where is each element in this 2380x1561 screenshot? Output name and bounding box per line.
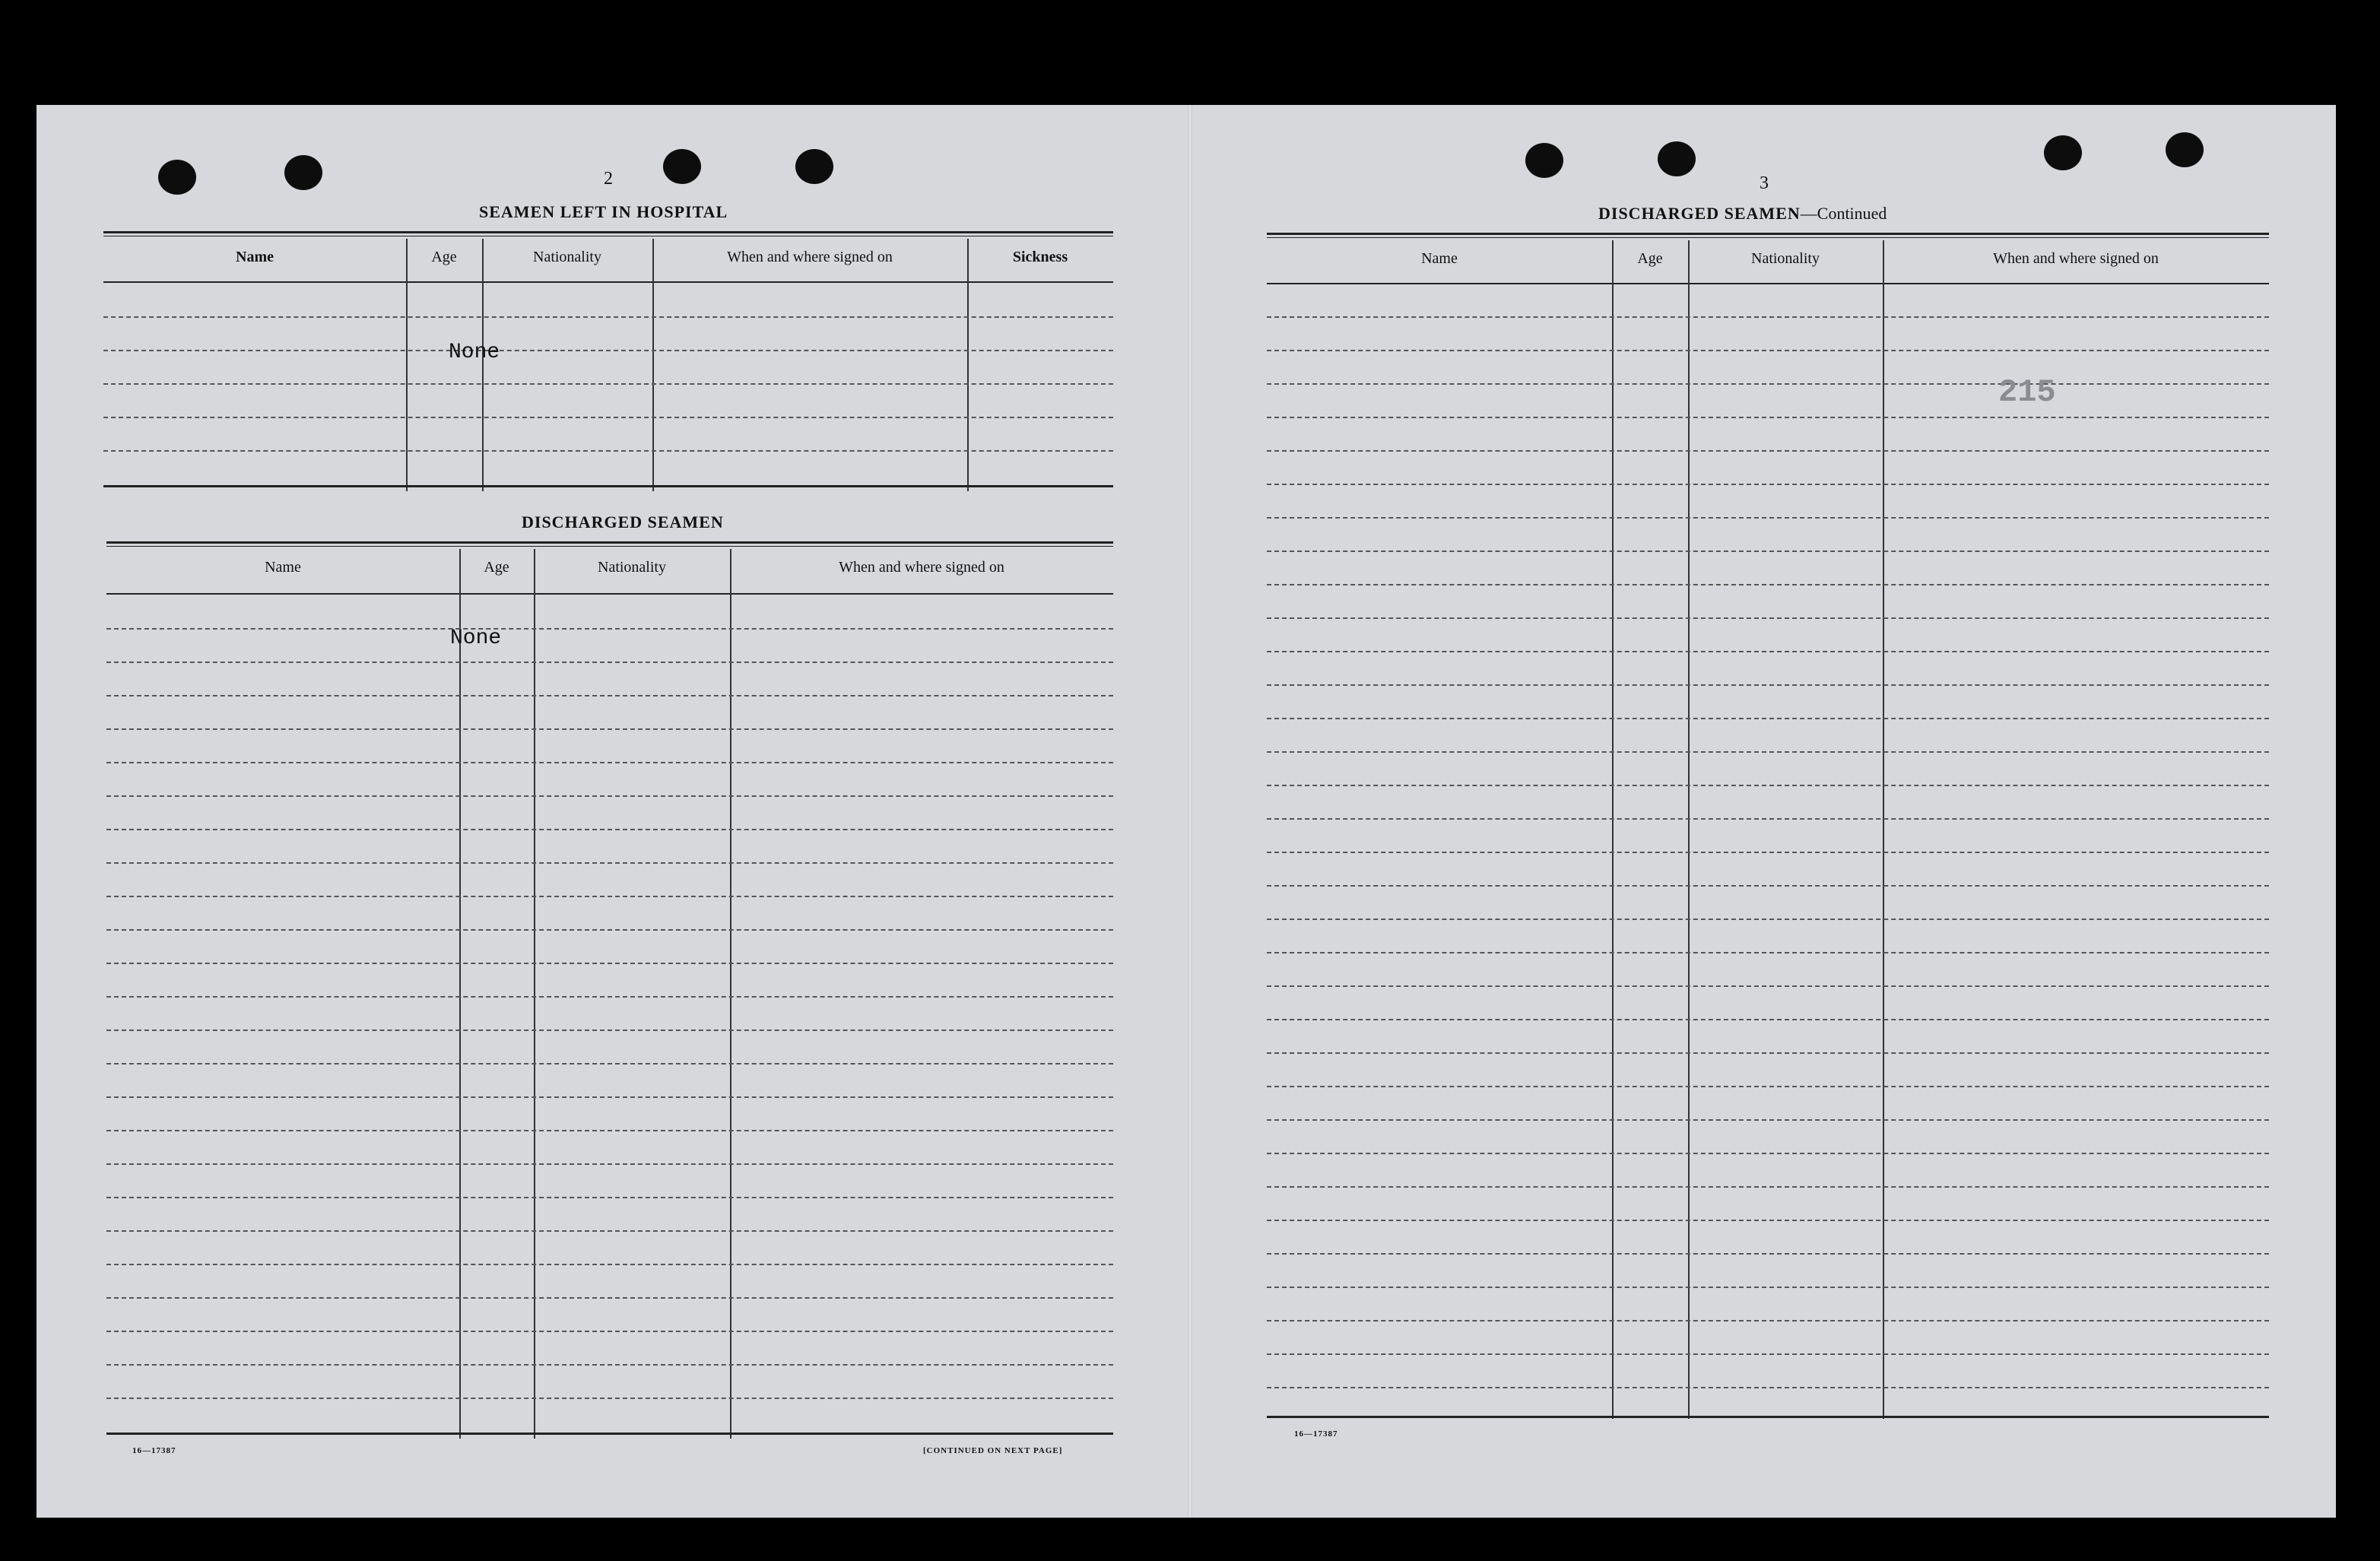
row-line	[1267, 1052, 2269, 1054]
row-line	[106, 1096, 1113, 1098]
row-line	[1267, 751, 2269, 753]
row-line	[1267, 550, 2269, 552]
table-bottom-rule	[106, 1433, 1113, 1435]
row-line	[106, 963, 1113, 964]
row-line	[106, 996, 1113, 998]
column-header-signed-on: When and where signed on	[727, 249, 893, 265]
discharged-table	[106, 541, 1113, 1442]
row-line	[1267, 617, 2269, 619]
discharged-section-title: DISCHARGED SEAMEN	[522, 512, 724, 531]
row-line	[106, 1398, 1113, 1399]
row-line	[1267, 1153, 2269, 1154]
page-stamp: 215	[1998, 374, 2056, 411]
row-line	[103, 350, 1113, 351]
right-title-suffix: —Continued	[1800, 204, 1887, 223]
column-divider	[406, 239, 408, 491]
header-rule	[1267, 283, 2269, 284]
page-fold	[1188, 105, 1192, 1518]
row-line	[106, 762, 1113, 763]
column-header-sickness: Sickness	[1012, 249, 1068, 265]
row-line	[106, 896, 1113, 897]
column-header-nationality: Nationality	[533, 249, 601, 265]
row-line	[1267, 383, 2269, 385]
discharged-continued-table	[1267, 233, 2269, 1422]
row-line	[103, 417, 1113, 418]
row-line	[1267, 651, 2269, 652]
table-top-rule	[1267, 233, 2269, 238]
column-header-age: Age	[431, 249, 457, 265]
row-line	[1267, 785, 2269, 786]
row-line	[1267, 316, 2269, 318]
row-line	[1267, 1220, 2269, 1221]
punch-hole	[284, 155, 322, 190]
header-rule	[103, 281, 1113, 283]
row-line	[106, 1331, 1113, 1332]
column-divider	[459, 549, 461, 1439]
row-line	[1267, 517, 2269, 519]
row-line	[106, 1297, 1113, 1299]
row-line	[106, 1163, 1113, 1165]
table-bottom-rule	[1267, 1416, 2269, 1418]
row-line	[1267, 1320, 2269, 1321]
hospital-table	[103, 231, 1113, 491]
table-top-rule	[103, 231, 1113, 236]
row-line	[1267, 1387, 2269, 1388]
row-line	[1267, 450, 2269, 452]
row-line	[1267, 1186, 2269, 1188]
row-line	[106, 1130, 1113, 1131]
discharged-entry-none: None	[450, 627, 502, 650]
row-line	[103, 450, 1113, 452]
punch-hole	[795, 149, 833, 184]
table-header	[106, 549, 1113, 589]
right-section-title	[1598, 204, 1887, 224]
row-line	[106, 1063, 1113, 1064]
row-line	[1267, 852, 2269, 853]
row-line	[1267, 1253, 2269, 1255]
right-page-number: 3	[1760, 173, 1769, 193]
row-line	[1267, 484, 2269, 485]
column-divider	[730, 549, 731, 1439]
row-line	[106, 695, 1113, 696]
hospital-section-title: SEAMEN LEFT IN HOSPITAL	[479, 202, 728, 221]
column-header-name: Name	[236, 249, 274, 265]
column-header-signed-on: When and where signed on	[1993, 250, 2159, 267]
row-line	[106, 829, 1113, 830]
continued-note: [CONTINUED ON NEXT PAGE]	[923, 1446, 1063, 1455]
row-line	[106, 795, 1113, 797]
right-title-main: DISCHARGED SEAMEN	[1598, 204, 1801, 223]
row-line	[1267, 952, 2269, 953]
table-top-rule	[106, 541, 1113, 547]
row-line	[1267, 1119, 2269, 1121]
table-bottom-rule	[103, 485, 1113, 487]
row-line	[106, 1364, 1113, 1366]
row-line	[1267, 1086, 2269, 1087]
column-header-age: Age	[1637, 250, 1663, 267]
column-divider	[652, 239, 654, 491]
column-header-nationality: Nationality	[598, 559, 666, 576]
punch-hole	[1525, 143, 1563, 178]
row-line	[106, 628, 1113, 630]
column-divider	[534, 549, 535, 1439]
column-header-signed-on: When and where signed on	[839, 559, 1004, 576]
row-line	[1267, 1287, 2269, 1288]
row-line	[106, 1197, 1113, 1198]
row-line	[106, 862, 1113, 864]
row-line	[1267, 684, 2269, 686]
table-header	[103, 239, 1113, 278]
column-header-name: Name	[1421, 250, 1458, 267]
row-line	[1267, 1019, 2269, 1020]
hospital-entry-none: None	[449, 341, 500, 364]
row-line	[1267, 885, 2269, 887]
column-header-nationality: Nationality	[1751, 250, 1820, 267]
row-line	[1267, 584, 2269, 585]
punch-hole	[2044, 135, 2082, 170]
row-line	[106, 662, 1113, 663]
punch-hole	[1658, 141, 1696, 176]
table-header	[1267, 240, 2269, 280]
row-line	[1267, 417, 2269, 418]
column-divider	[967, 239, 969, 491]
row-line	[1267, 985, 2269, 987]
row-line	[103, 316, 1113, 318]
row-line	[103, 383, 1113, 385]
row-line	[106, 1264, 1113, 1265]
column-divider	[482, 239, 484, 491]
column-header-age: Age	[484, 559, 509, 576]
right-form-number: 16—17387	[1294, 1429, 1338, 1439]
row-line	[106, 929, 1113, 931]
row-line	[1267, 350, 2269, 351]
left-form-number: 16—17387	[132, 1446, 176, 1455]
row-line	[1267, 1353, 2269, 1355]
punch-hole	[158, 160, 196, 195]
row-line	[106, 728, 1113, 730]
row-line	[106, 1030, 1113, 1031]
column-header-name: Name	[265, 559, 301, 576]
row-line	[106, 1230, 1113, 1232]
left-page-number: 2	[604, 169, 613, 189]
punch-hole	[663, 149, 701, 184]
row-line	[1267, 919, 2269, 920]
punch-hole	[2166, 132, 2204, 167]
row-line	[1267, 718, 2269, 719]
header-rule	[106, 593, 1113, 595]
row-line	[1267, 818, 2269, 820]
